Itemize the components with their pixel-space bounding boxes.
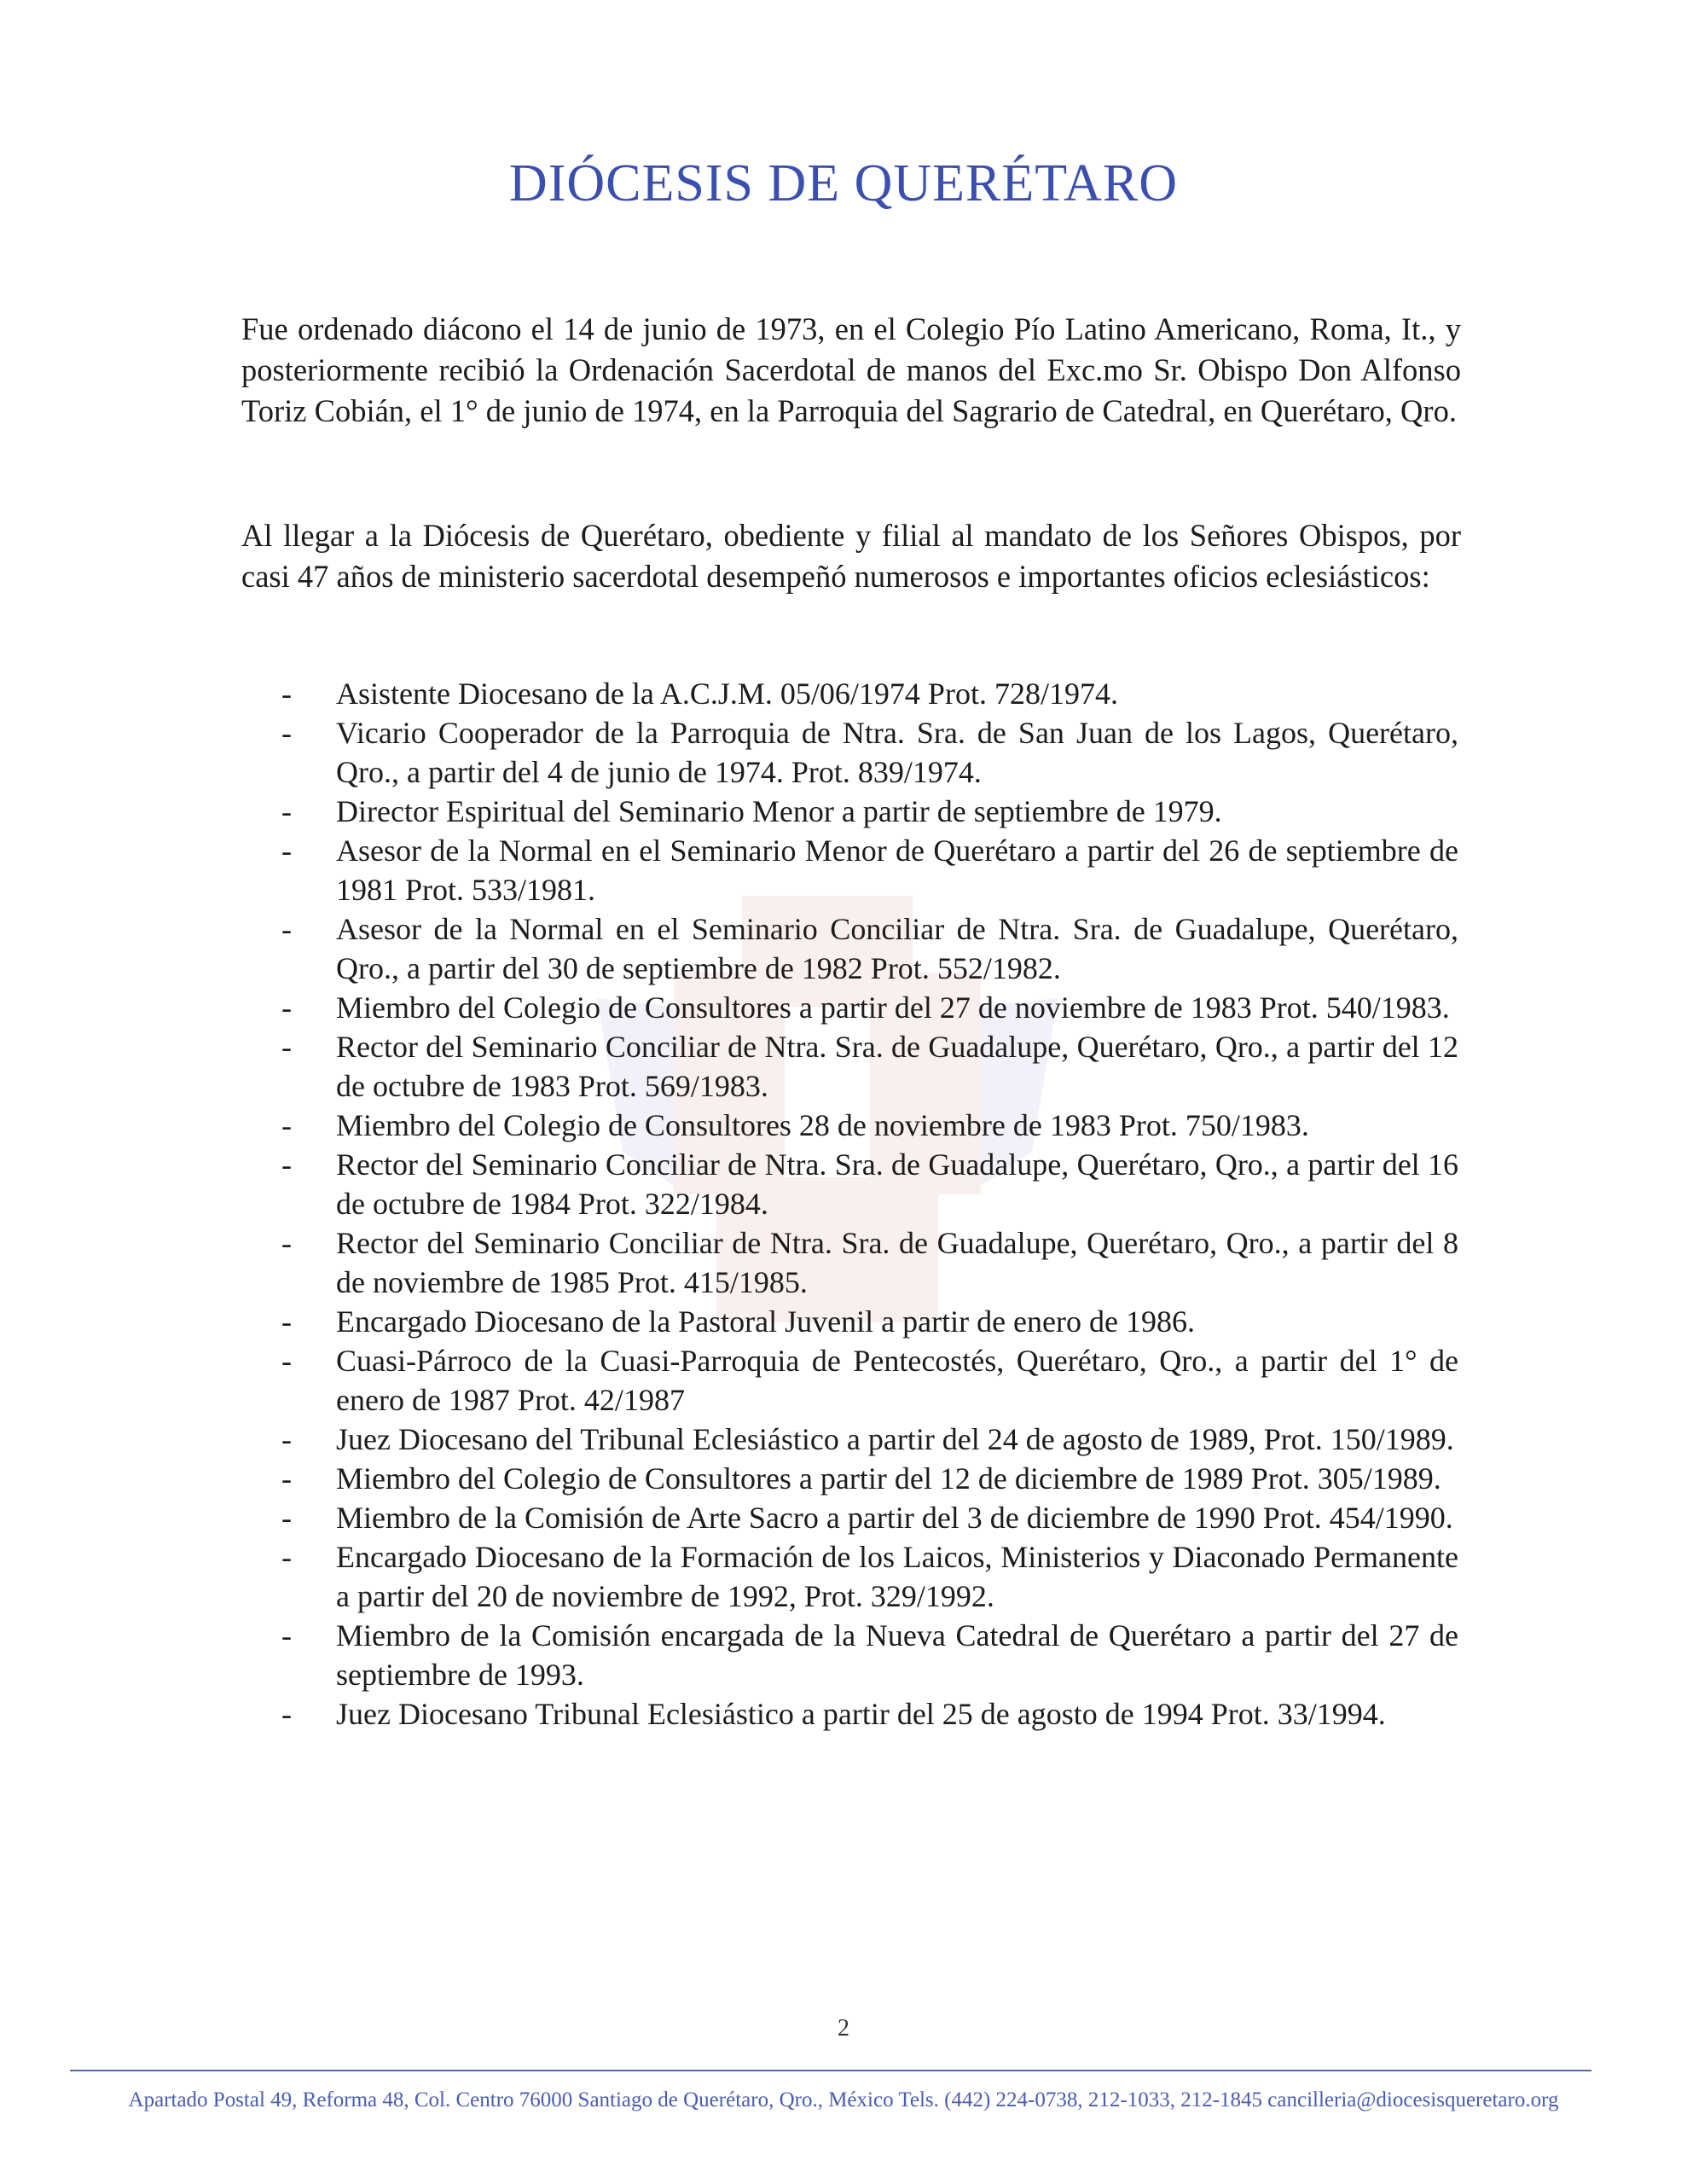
list-item-text: Director Espiritual del Seminario Menor a partir de septiembre de 1979.	[336, 794, 1222, 828]
bullet-dash: -	[281, 1540, 292, 1574]
bullet-dash: -	[281, 1344, 292, 1378]
footer-address: Apartado Postal 49, Reforma 48, Col. Centro 76000 Santiago de Querétaro, Qro., México Tels. (442) 224-0738, 212-1033, 212-1845 cancilleria@diocesisqueretaro.org	[128, 2088, 1559, 2111]
list-item	[281, 792, 1458, 831]
ordination-paragraph: Fue ordenado diácono el 14 de junio de 1973, en el Colegio Pío Latino Americano, Roma, It., y posteriormente recibió la Ordenación Sacerdotal de manos del Exc.mo Sr. Obispo Don Alfonso Toriz Cobián, el 1° de junio de 1974, en la Parroquia del Sagrario de Catedral, en Querétaro, Qro.	[241, 311, 1461, 428]
bullet-dash: -	[281, 1108, 292, 1142]
list-item-text: Miembro del Colegio de Consultores a partir del 27 de noviembre de 1983 Prot. 540/1983.	[336, 990, 1450, 1025]
bullet-dash: -	[281, 990, 292, 1025]
bullet-dash: -	[281, 1501, 292, 1535]
bullet-dash: -	[281, 716, 292, 750]
list-item-text: Miembro del Colegio de Consultores a partir del 12 de diciembre de 1989 Prot. 305/1989.	[336, 1461, 1441, 1496]
bullet-dash: -	[281, 834, 292, 868]
bullet-dash: -	[281, 1226, 292, 1260]
offices-intro-paragraph: Al llegar a la Diócesis de Querétaro, obediente y filial al mandato de los Señores Obispos, por casi 47 años de ministerio sacerdotal desempeñó numerosos e importantes oficios eclesiásticos:	[241, 518, 1461, 594]
bullet-dash: -	[281, 1422, 292, 1456]
list-item-text: Rector del Seminario Conciliar de Ntra. Sra. de Guadalupe, Querétaro, Qro., a partir del 8 de noviembre de 1985 Prot. 415/1985.	[336, 1226, 1458, 1299]
list-item-text: Asesor de la Normal en el Seminario Menor de Querétaro a partir del 26 de septiembre de 1981 Prot. 533/1981.	[336, 834, 1458, 907]
list-item	[281, 674, 1458, 713]
list-item	[281, 1537, 1458, 1616]
list-item-text: Encargado Diocesano de la Pastoral Juvenil a partir de enero de 1986.	[336, 1304, 1195, 1339]
list-item	[281, 1106, 1458, 1145]
footer-divider	[70, 2070, 1591, 2071]
list-item-text: Miembro de la Comisión encargada de la Nueva Catedral de Querétaro a partir del 27 de septiembre de 1993.	[336, 1618, 1458, 1692]
list-item	[281, 1616, 1458, 1694]
list-item	[281, 1145, 1458, 1223]
list-item-text: Miembro del Colegio de Consultores 28 de noviembre de 1983 Prot. 750/1983.	[336, 1108, 1309, 1142]
list-item-text: Rector del Seminario Conciliar de Ntra. Sra. de Guadalupe, Querétaro, Qro., a partir del 16 de octubre de 1984 Prot. 322/1984.	[336, 1147, 1458, 1221]
list-item-text: Asistente Diocesano de la A.C.J.M. 05/06/1974 Prot. 728/1974.	[336, 677, 1118, 711]
list-item-text: Cuasi-Párroco de la Cuasi-Parroquia de Pentecostés, Querétaro, Qro., a partir del 1° de enero de 1987 Prot. 42/1987	[336, 1344, 1458, 1417]
list-item	[281, 988, 1458, 1027]
list-item-text: Vicario Cooperador de la Parroquia de Ntra. Sra. de San Juan de los Lagos, Querétaro, Qro., a partir del 4 de junio de 1974. Prot. 839/1974.	[336, 716, 1458, 789]
bullet-dash: -	[281, 794, 292, 828]
list-item-text: Asesor de la Normal en el Seminario Conciliar de Ntra. Sra. de Guadalupe, Querétaro, Qro., a partir del 30 de septiembre de 1982 Prot. 552/1982.	[336, 912, 1458, 985]
list-item	[281, 713, 1458, 792]
list-item-text: Encargado Diocesano de la Formación de los Laicos, Ministerios y Diaconado Permanente a partir del 20 de noviembre de 1992, Prot. 329/1992.	[336, 1540, 1458, 1613]
list-item-text: Juez Diocesano del Tribunal Eclesiástico a partir del 24 de agosto de 1989, Prot. 150/1989.	[336, 1422, 1454, 1456]
list-item	[281, 1420, 1458, 1459]
list-item	[281, 1694, 1458, 1734]
list-item	[281, 1027, 1458, 1106]
list-item	[281, 831, 1458, 909]
list-item-text: Juez Diocesano Tribunal Eclesiástico a partir del 25 de agosto de 1994 Prot. 33/1994.	[336, 1697, 1386, 1731]
bullet-dash: -	[281, 1697, 292, 1731]
list-item	[281, 1498, 1458, 1537]
offices-list	[281, 674, 1458, 1734]
list-item-text: Miembro de la Comisión de Arte Sacro a partir del 3 de diciembre de 1990 Prot. 454/1990.	[336, 1501, 1453, 1535]
page-title: DIÓCESIS DE QUERÉTARO	[508, 154, 1179, 212]
bullet-dash: -	[281, 677, 292, 711]
page-number: 2	[838, 2015, 849, 2042]
bullet-dash: -	[281, 1147, 292, 1182]
list-item-text: Rector del Seminario Conciliar de Ntra. Sra. de Guadalupe, Querétaro, Qro., a partir del 12 de octubre de 1983 Prot. 569/1983.	[336, 1030, 1458, 1103]
list-item	[281, 909, 1458, 988]
list-item	[281, 1459, 1458, 1498]
list-item	[281, 1341, 1458, 1420]
bullet-dash: -	[281, 1618, 292, 1653]
bullet-dash: -	[281, 1030, 292, 1064]
bullet-dash: -	[281, 912, 292, 946]
list-item	[281, 1302, 1458, 1341]
bullet-dash: -	[281, 1304, 292, 1339]
list-item	[281, 1223, 1458, 1302]
bullet-dash: -	[281, 1461, 292, 1496]
